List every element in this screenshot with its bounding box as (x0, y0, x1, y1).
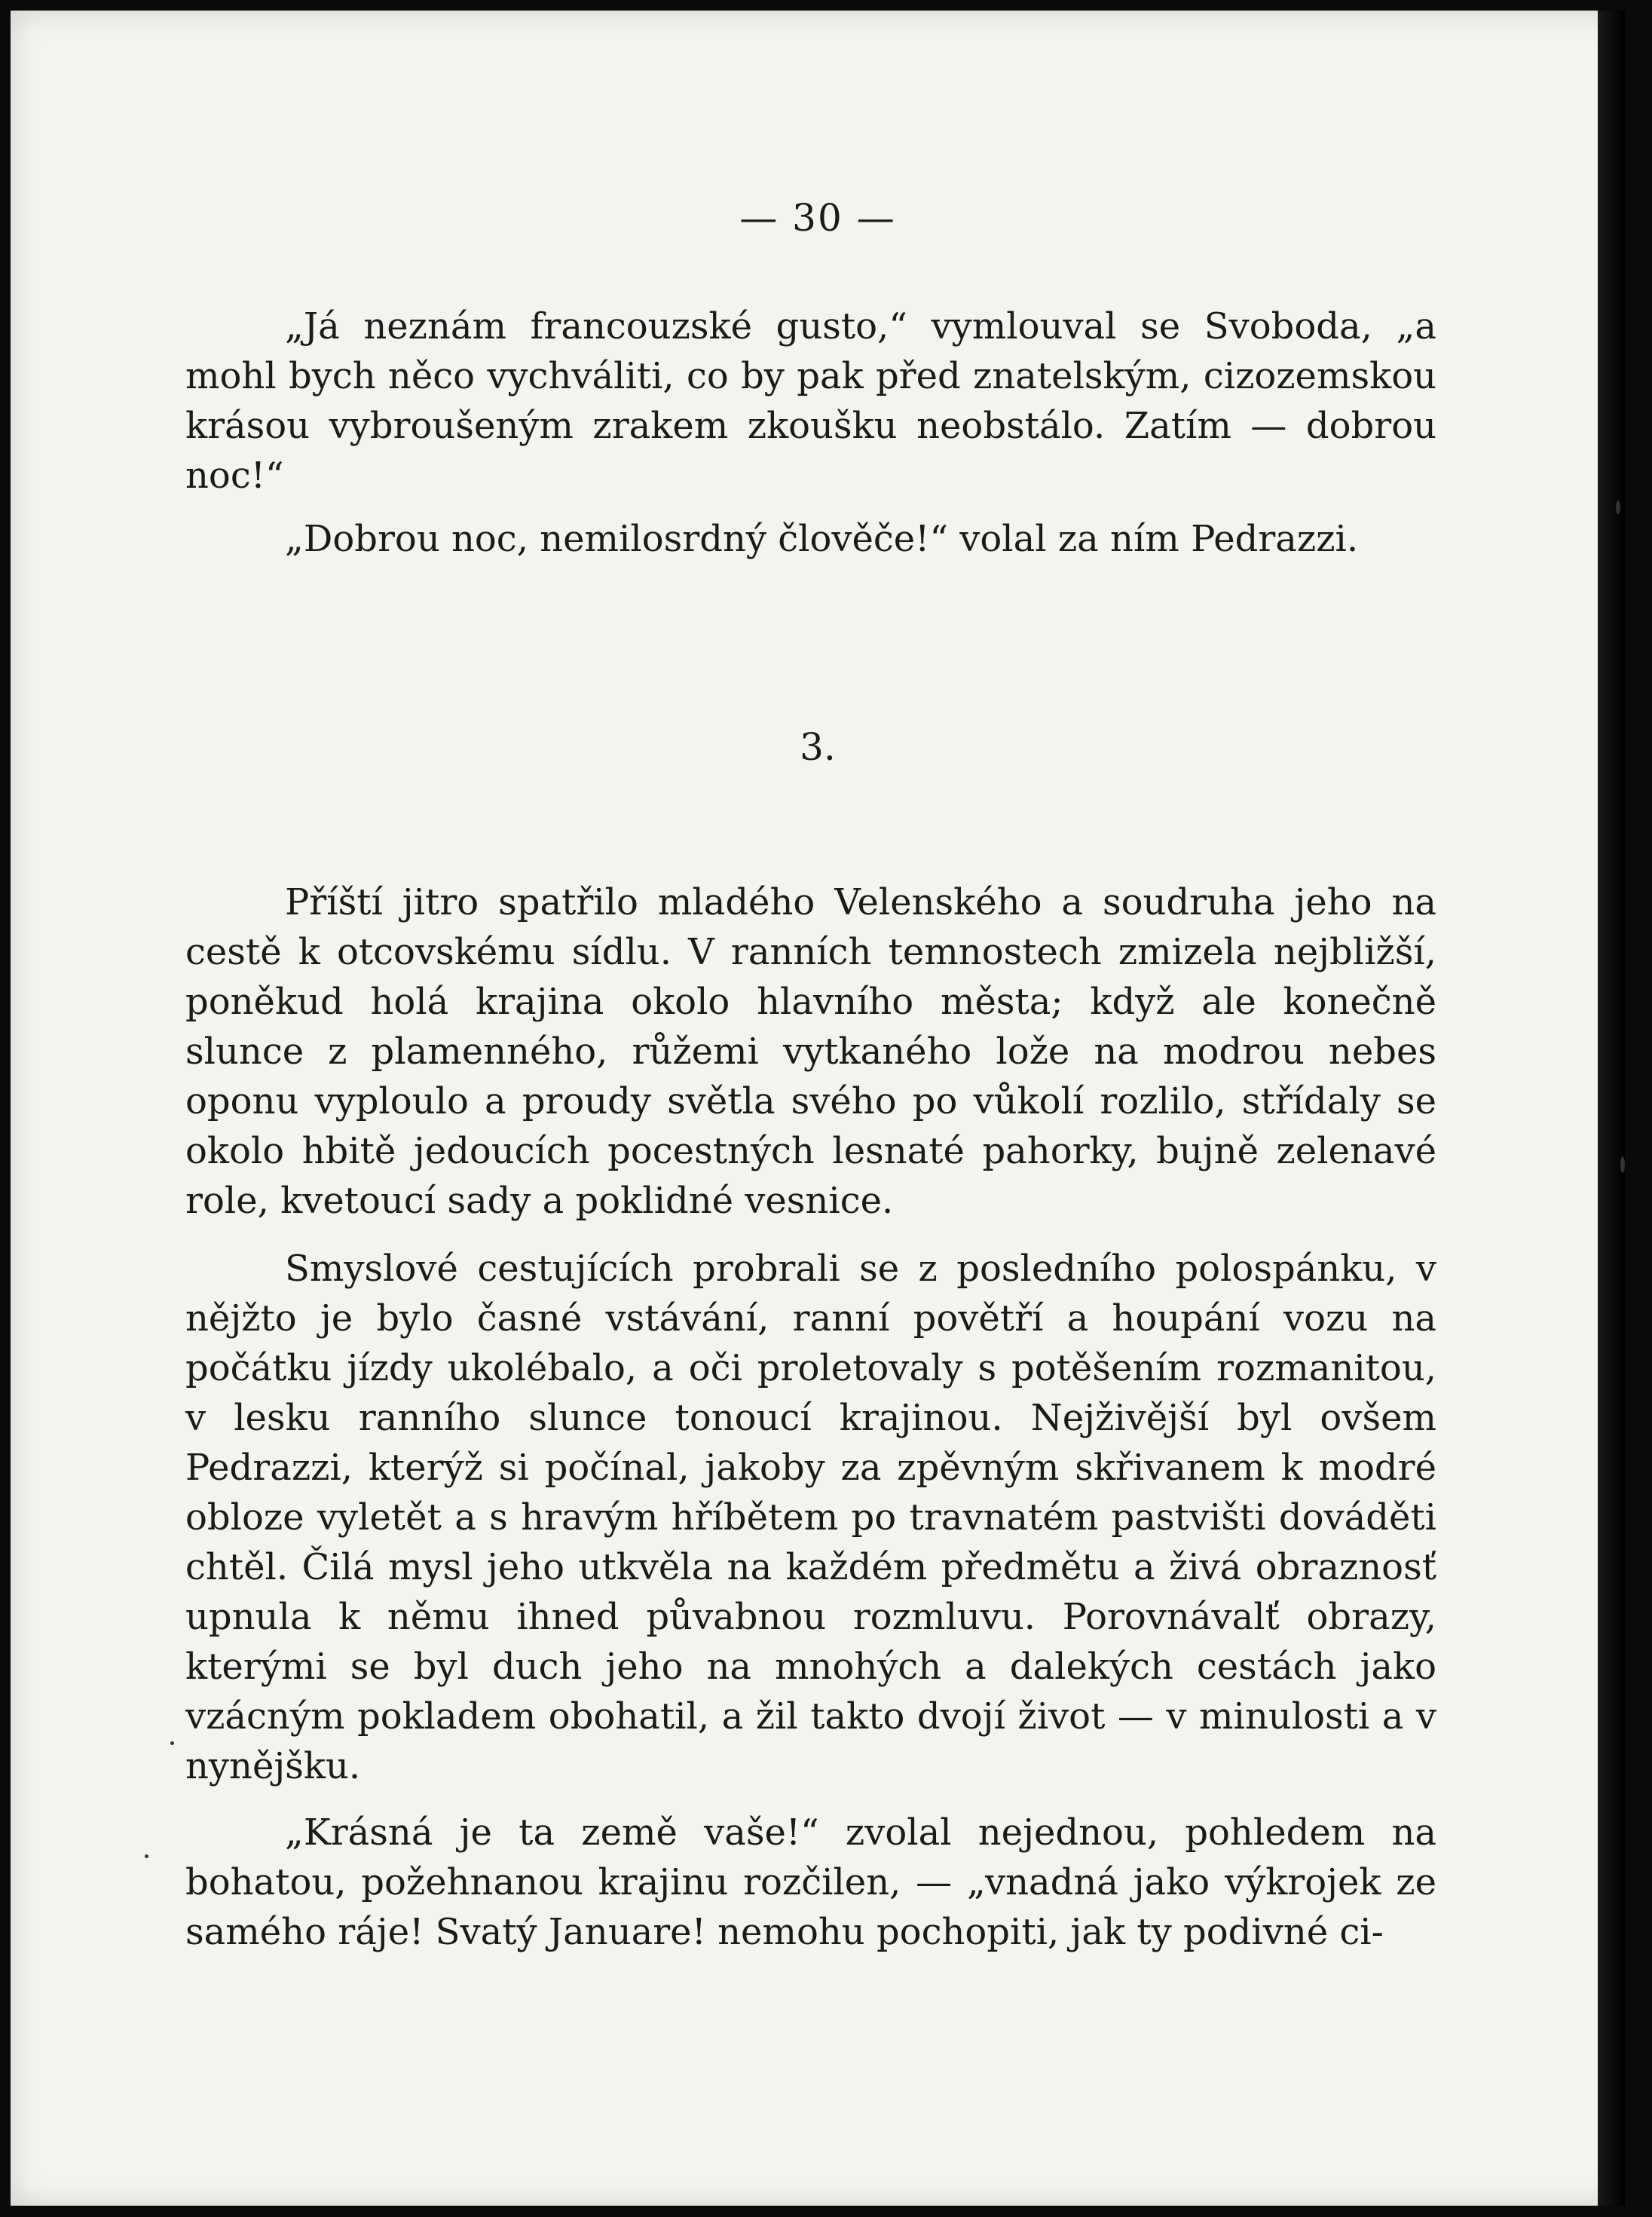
paper-speck (1620, 1156, 1625, 1173)
paragraph-text: Smyslové cestujících probrali se z posledního polospánku, v nějžto je bylo časné vstávání, ranní povětří a houpání vozu na počátku jízdy ukolébalo, a oči proletovaly s potěšením rozmanitou, v lesku ranního slunce tonoucí krajinou. Nejživější byl ovšem Pedrazzi, kterýž si počínal, jakoby za zpěvným skřivanem k modré obloze vyletět a s hravým hříbětem po travnatém pastvišti dováděti chtěl. Čilá mysl jeho utkvěla na každém předmětu a živá obraznosť upnula k němu ihned půvabnou rozmluvu. Porovnávalť obrazy, kterými se byl duch jeho na mnohých a dalekých cestách jako vzácným pokladem obohatil, a žil takto dvojí život — v minulosti a v nynějšku. (185, 1248, 1436, 1787)
paragraph (185, 514, 1436, 564)
paragraph-text: „Krásná je ta země vaše!“ zvolal nejednou, pohledem na bohatou, požehnanou krajinu rozčilen, — „vnadná jako výkrojek ze samého ráje! Svatý Januare! nemohu pochopiti, jak ty podivné ci- (185, 1811, 1436, 1953)
paper-speck (145, 1854, 148, 1858)
paragraph (185, 302, 1436, 501)
paper-speck (170, 1741, 174, 1745)
paragraph (185, 877, 1436, 1226)
page-edge-shadow (1598, 11, 1625, 2206)
section-number: 3. (800, 725, 836, 769)
paragraph-text: „Dobrou noc, nemilosrdný člověče!“ volal za ním Pedrazzi. (285, 518, 1359, 560)
paragraph (185, 1808, 1436, 1957)
paragraph-text: „Já neznám francouzské gusto,“ vymlouval se Svoboda, „a mohl bych něco vychváliti, co by pak před znatelským, cizozemskou krásou vybroušeným zrakem zkoušku neobstálo. Zatím — dobrou noc!“ (185, 305, 1436, 497)
paragraph-text: Příští jitro spatřilo mladého Velenského a soudruha jeho na cestě k otcovskému sídlu. V ranních temnostech zmizela nejbližší, poněkud holá krajina okolo hlavního města; když ale konečně slunce z plamenného, růžemi vytkaného lože na modrou nebes oponu vyploulo a proudy světla svého po vůkolí rozlilo, střídaly se okolo hbitě jedoucích pocestných lesnaté pahorky, bujně zelenavé role, kvetoucí sady a poklidné vesnice. (185, 881, 1436, 1222)
page-number: — 30 — (739, 196, 896, 240)
book-page (11, 11, 1625, 2206)
paragraph (185, 1244, 1436, 1791)
paper-speck (1616, 501, 1620, 514)
